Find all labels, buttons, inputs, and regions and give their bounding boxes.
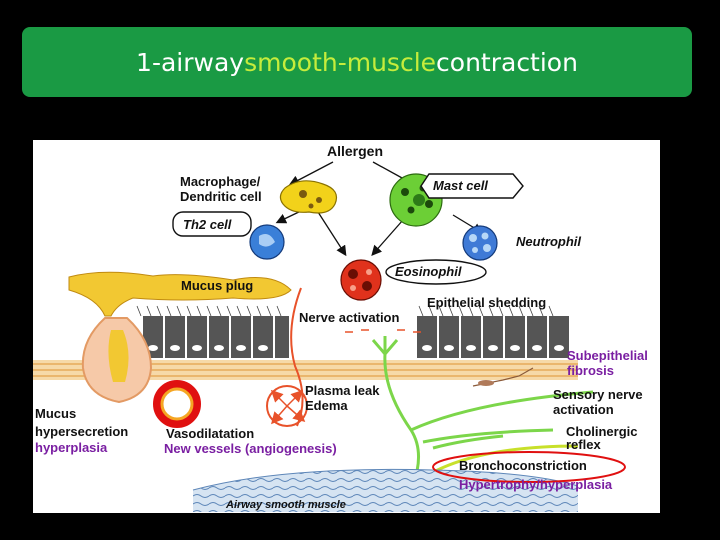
blood-vessel: [157, 384, 197, 424]
label-mast-cell: Mast cell: [433, 178, 488, 193]
label-macrophage-1: Macrophage/: [180, 174, 261, 189]
label-subepithelial-2: fibrosis: [567, 363, 614, 378]
label-nerve-activation: Nerve activation: [299, 310, 400, 325]
label-eosinophil: Eosinophil: [395, 264, 462, 279]
asthma-pathophysiology-diagram: [33, 140, 660, 513]
mucus-gland: [83, 318, 151, 402]
label-hypersecretion: hypersecretion: [35, 424, 129, 439]
label-epithelial-shedding: Epithelial shedding: [427, 295, 547, 310]
slide-title: [22, 27, 692, 97]
label-cholinergic-2: reflex: [566, 437, 601, 452]
epithelium-left: [143, 316, 289, 358]
th2-cell: [250, 225, 284, 259]
label-plasma-leak: Plasma leak: [305, 383, 380, 398]
label-subepithelial-1: Subepithelial: [567, 348, 648, 363]
label-th2-cell: Th2 cell: [183, 217, 232, 232]
nerve-activation-marks: [345, 330, 421, 332]
title-highlight: smooth-muscle: [244, 47, 437, 77]
title-suffix: contraction: [436, 47, 578, 77]
label-macrophage-2: Dendritic cell: [180, 189, 262, 204]
mucus-plug: [69, 272, 291, 316]
label-vasodilatation: Vasodilatation: [166, 426, 255, 441]
label-mucus-plug: Mucus plug: [181, 278, 254, 293]
label-sensory-nerve-1: Sensory nerve: [553, 387, 643, 402]
eosinophil-cell: [341, 260, 381, 300]
label-hypertrophy: Hypertrophy/hyperplasia: [459, 477, 613, 492]
macrophage-cell: [280, 181, 336, 213]
title-prefix: 1-airway: [136, 47, 245, 77]
label-allergen: Allergen: [327, 143, 384, 159]
label-bronchoconstriction: Bronchoconstriction: [459, 458, 587, 473]
label-hyperplasia: hyperplasia: [35, 440, 108, 455]
label-new-vessels: New vessels (angiogenesis): [164, 441, 337, 456]
label-airway-smooth-muscle: Airway smooth muscle: [226, 499, 346, 511]
label-edema: Edema: [305, 398, 348, 413]
neutrophil-cell: [463, 226, 497, 260]
label-mucus: Mucus: [35, 406, 77, 421]
label-sensory-nerve-2: activation: [553, 402, 614, 417]
epithelium-right: [417, 316, 569, 358]
label-neutrophil: Neutrophil: [516, 234, 581, 249]
label-cholinergic-1: Cholinergic: [566, 424, 638, 439]
